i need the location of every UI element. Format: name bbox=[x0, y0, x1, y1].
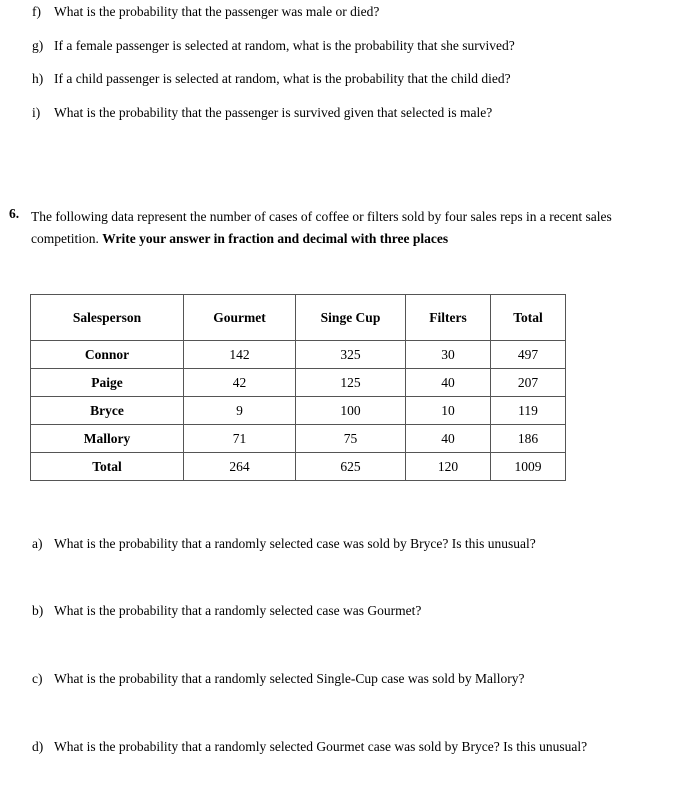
table-cell: 207 bbox=[491, 369, 566, 397]
table-row bbox=[31, 369, 566, 397]
question-label: c) bbox=[32, 671, 43, 686]
question-i bbox=[32, 105, 492, 121]
table-cell: 119 bbox=[491, 397, 566, 425]
header-single-cup: Singe Cup bbox=[296, 295, 406, 341]
table-cell: 186 bbox=[491, 425, 566, 453]
question-g bbox=[32, 38, 515, 54]
question-c bbox=[32, 671, 525, 687]
question-f bbox=[32, 4, 379, 20]
question-text: What is the probability that the passenger is survived given that selected is male? bbox=[54, 105, 493, 120]
table-header-row bbox=[31, 295, 566, 341]
question-text: What is the probability that the passenger was male or died? bbox=[54, 4, 380, 19]
question-text: If a female passenger is selected at random, what is the probability that she survived? bbox=[54, 38, 515, 53]
table-cell: 40 bbox=[406, 425, 491, 453]
problem-number: 6. bbox=[9, 206, 20, 221]
question-label: g) bbox=[32, 38, 44, 53]
row-header: Paige bbox=[31, 369, 184, 397]
header-gourmet: Gourmet bbox=[184, 295, 296, 341]
question-text: What is the probability that a randomly selected Gourmet case was sold by Bryce? Is this unusual? bbox=[54, 739, 588, 754]
question-b bbox=[32, 603, 421, 619]
table-cell: 30 bbox=[406, 341, 491, 369]
question-a bbox=[32, 536, 536, 552]
row-header: Total bbox=[31, 453, 184, 481]
row-header: Bryce bbox=[31, 397, 184, 425]
question-text: What is the probability that a randomly selected case was Gourmet? bbox=[54, 603, 422, 618]
table-row bbox=[31, 341, 566, 369]
row-header: Connor bbox=[31, 341, 184, 369]
question-label: d) bbox=[32, 739, 44, 754]
question-label: h) bbox=[32, 71, 44, 86]
header-filters: Filters bbox=[406, 295, 491, 341]
table-cell: 42 bbox=[184, 369, 296, 397]
question-text: What is the probability that a randomly selected case was sold by Bryce? Is this unusual? bbox=[54, 536, 536, 551]
table-cell: 75 bbox=[296, 425, 406, 453]
table-cell: 120 bbox=[406, 453, 491, 481]
row-header: Mallory bbox=[31, 425, 184, 453]
table-row bbox=[31, 425, 566, 453]
table-cell: 325 bbox=[296, 341, 406, 369]
table-cell: 125 bbox=[296, 369, 406, 397]
question-label: b) bbox=[32, 603, 44, 618]
sales-table bbox=[30, 294, 566, 481]
question-text: If a child passenger is selected at random, what is the probability that the child died? bbox=[54, 71, 511, 86]
header-salesperson: Salesperson bbox=[31, 295, 184, 341]
table-cell: 71 bbox=[184, 425, 296, 453]
table-cell: 497 bbox=[491, 341, 566, 369]
problem-instruction: Write your answer in fraction and decimal with three places bbox=[102, 231, 449, 246]
problem-intro: The following data represent the number of cases of coffee or filters sold by four sales reps in a recent sales competition. bbox=[31, 209, 612, 246]
table-row bbox=[31, 397, 566, 425]
question-label: f) bbox=[32, 4, 41, 19]
problem-statement bbox=[31, 206, 661, 250]
table-cell: 625 bbox=[296, 453, 406, 481]
table-row bbox=[31, 453, 566, 481]
question-h bbox=[32, 71, 511, 87]
table-cell: 264 bbox=[184, 453, 296, 481]
table-cell: 10 bbox=[406, 397, 491, 425]
question-label: i) bbox=[32, 105, 41, 120]
question-d bbox=[32, 739, 587, 755]
table-cell: 142 bbox=[184, 341, 296, 369]
table-cell: 100 bbox=[296, 397, 406, 425]
question-text: What is the probability that a randomly selected Single-Cup case was sold by Mallory? bbox=[54, 671, 525, 686]
header-total: Total bbox=[491, 295, 566, 341]
table-cell: 9 bbox=[184, 397, 296, 425]
question-label: a) bbox=[32, 536, 43, 551]
table-cell: 40 bbox=[406, 369, 491, 397]
table-cell: 1009 bbox=[491, 453, 566, 481]
